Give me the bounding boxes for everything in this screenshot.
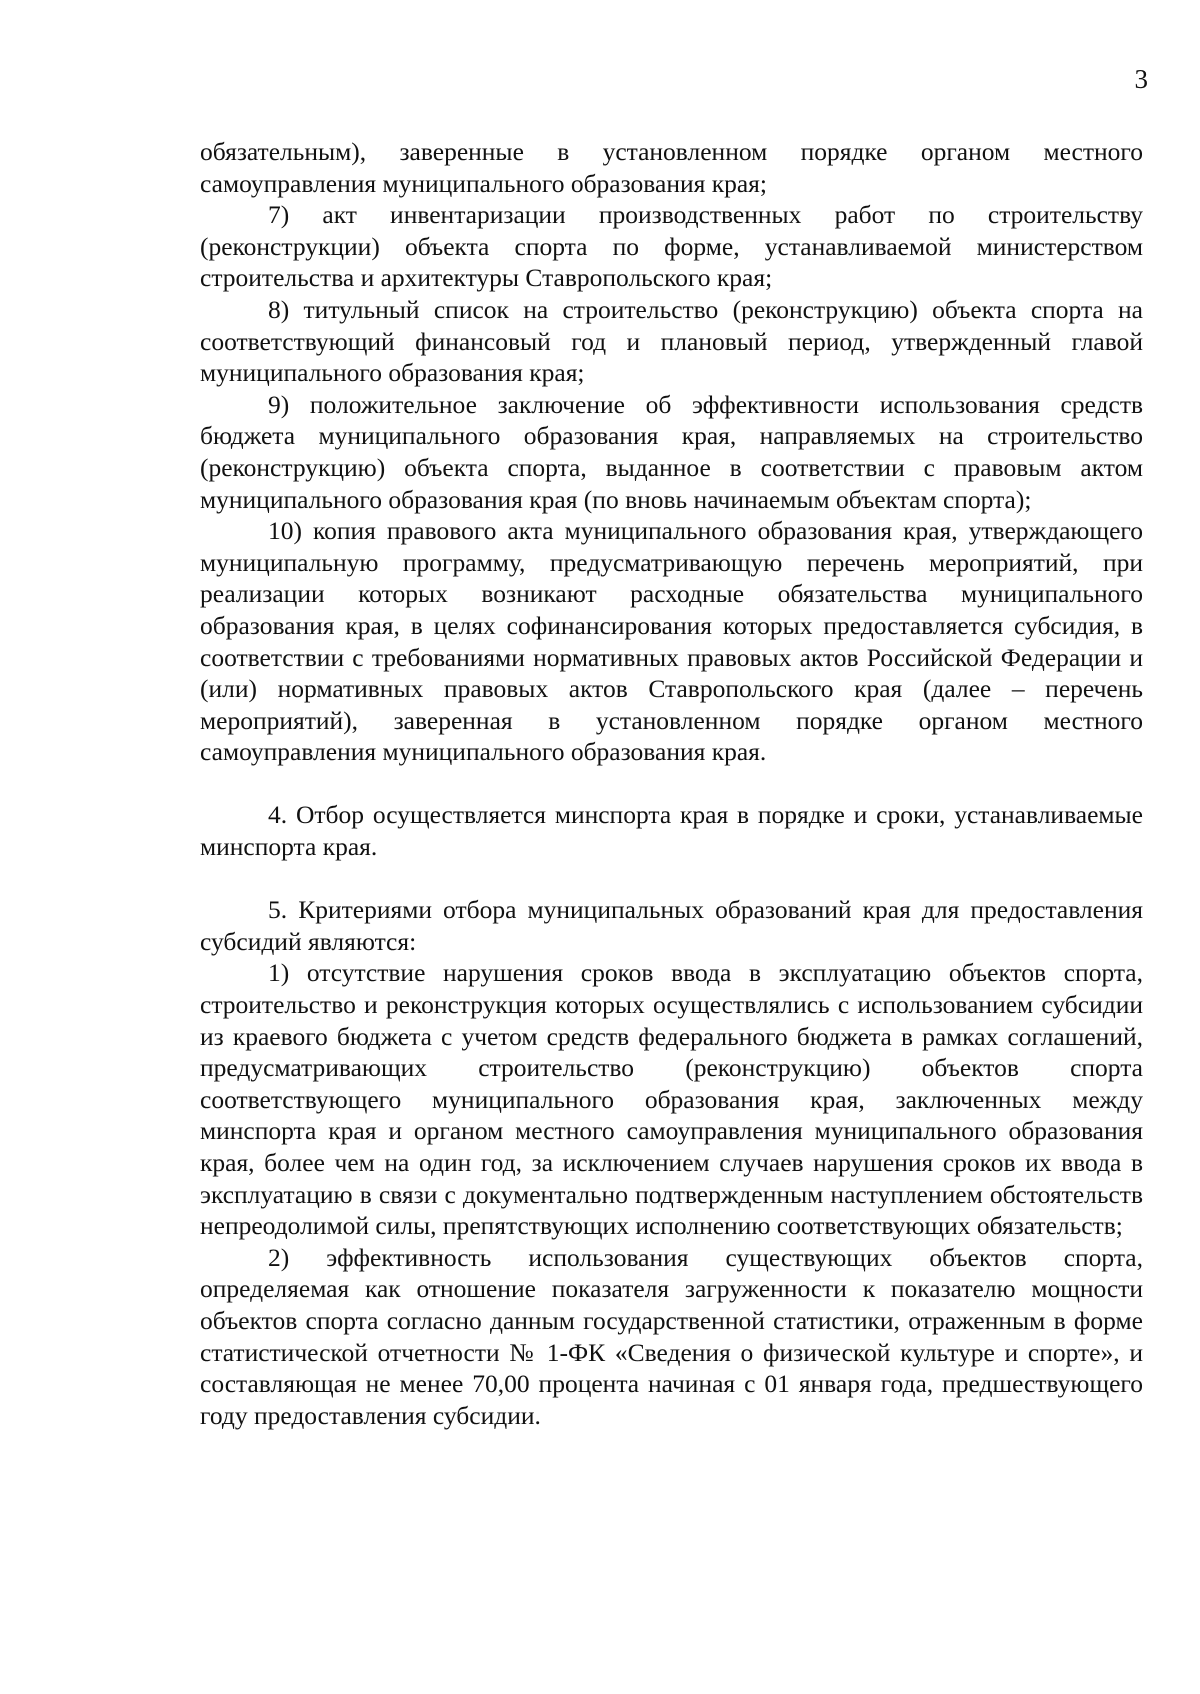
criterion-2: 2) эффективность использования существующих объектов спорта, определяемая как отношение показателя загруженности к показателю мощности объектов спорта согласно данным государственной статистики, отраженным в форме статистической отчетности № 1-ФК «Сведения о физической культуре и спорте», и составляющая не менее 70,00 процента начиная с 01 января года, предшествующего году предоставления субсидии.	[200, 1242, 1143, 1430]
list-item-9: 9) положительное заключение об эффективности использования средств бюджета муниципального образования края, направляемых на строительство (реконструкцию) объекта спорта, выданное в соответствии с правовым актом муниципального образования края (по вновь начинаемым объектам спорта);	[200, 389, 1143, 514]
paragraph-spacer	[200, 768, 1143, 800]
section-5-heading: 5. Критериями отбора муниципальных образований края для предоставления субсидий являются:	[200, 895, 1143, 956]
document-body	[200, 136, 1143, 1431]
list-item-7: 7) акт инвентаризации производственных работ по строительству (реконструкции) объекта спорта по форме, устанавливаемой министерством строительства и архитектуры Ставропольского края;	[200, 200, 1143, 293]
list-item-8: 8) титульный список на строительство (реконструкцию) объекта спорта на соответствующий финансовый год и плановый период, утвержденный главой муниципального образования края;	[200, 294, 1143, 388]
section-4: 4. Отбор осуществляется минспорта края в порядке и сроки, устанавливаемые минспорта края.	[200, 800, 1143, 862]
paragraph-continuation: обязательным), заверенные в установленном порядке органом местного самоуправления муниципального образования края;	[200, 137, 1143, 198]
page-number: 3	[1134, 64, 1148, 94]
criterion-1: 1) отсутствие нарушения сроков ввода в эксплуатацию объектов спорта, строительство и реконструкция которых осуществлялись с использованием субсидии из краевого бюджета с учетом средств федерального бюджета в рамках соглашений, предусматривающих строительство (реконструкцию) объектов спорта соответствующего муниципального образования края, заключенных между минспорта края и органом местного самоуправления муниципального образования края, более чем на один год, за исключением случаев нарушения сроков их ввода в эксплуатацию в связи с документально подтвержденным наступлением обстоятельств непреодолимой силы, препятствующих исполнению соответствующих обязательств;	[200, 958, 1143, 1241]
list-item-10: 10) копия правового акта муниципального образования края, утверждающего муниципальную программу, предусматривающую перечень мероприятий, при реализации которых возникают расходные обязательства муниципального образования края, в целях софинансирования которых предоставляется субсидия, в соответствии с требованиями нормативных правовых актов Российской Федерации и (или) нормативных правовых актов Ставропольского края (далее – перечень мероприятий), заверенная в установленном порядке органом местного самоуправления муниципального образования края.	[200, 516, 1143, 767]
paragraph-spacer	[200, 863, 1143, 895]
